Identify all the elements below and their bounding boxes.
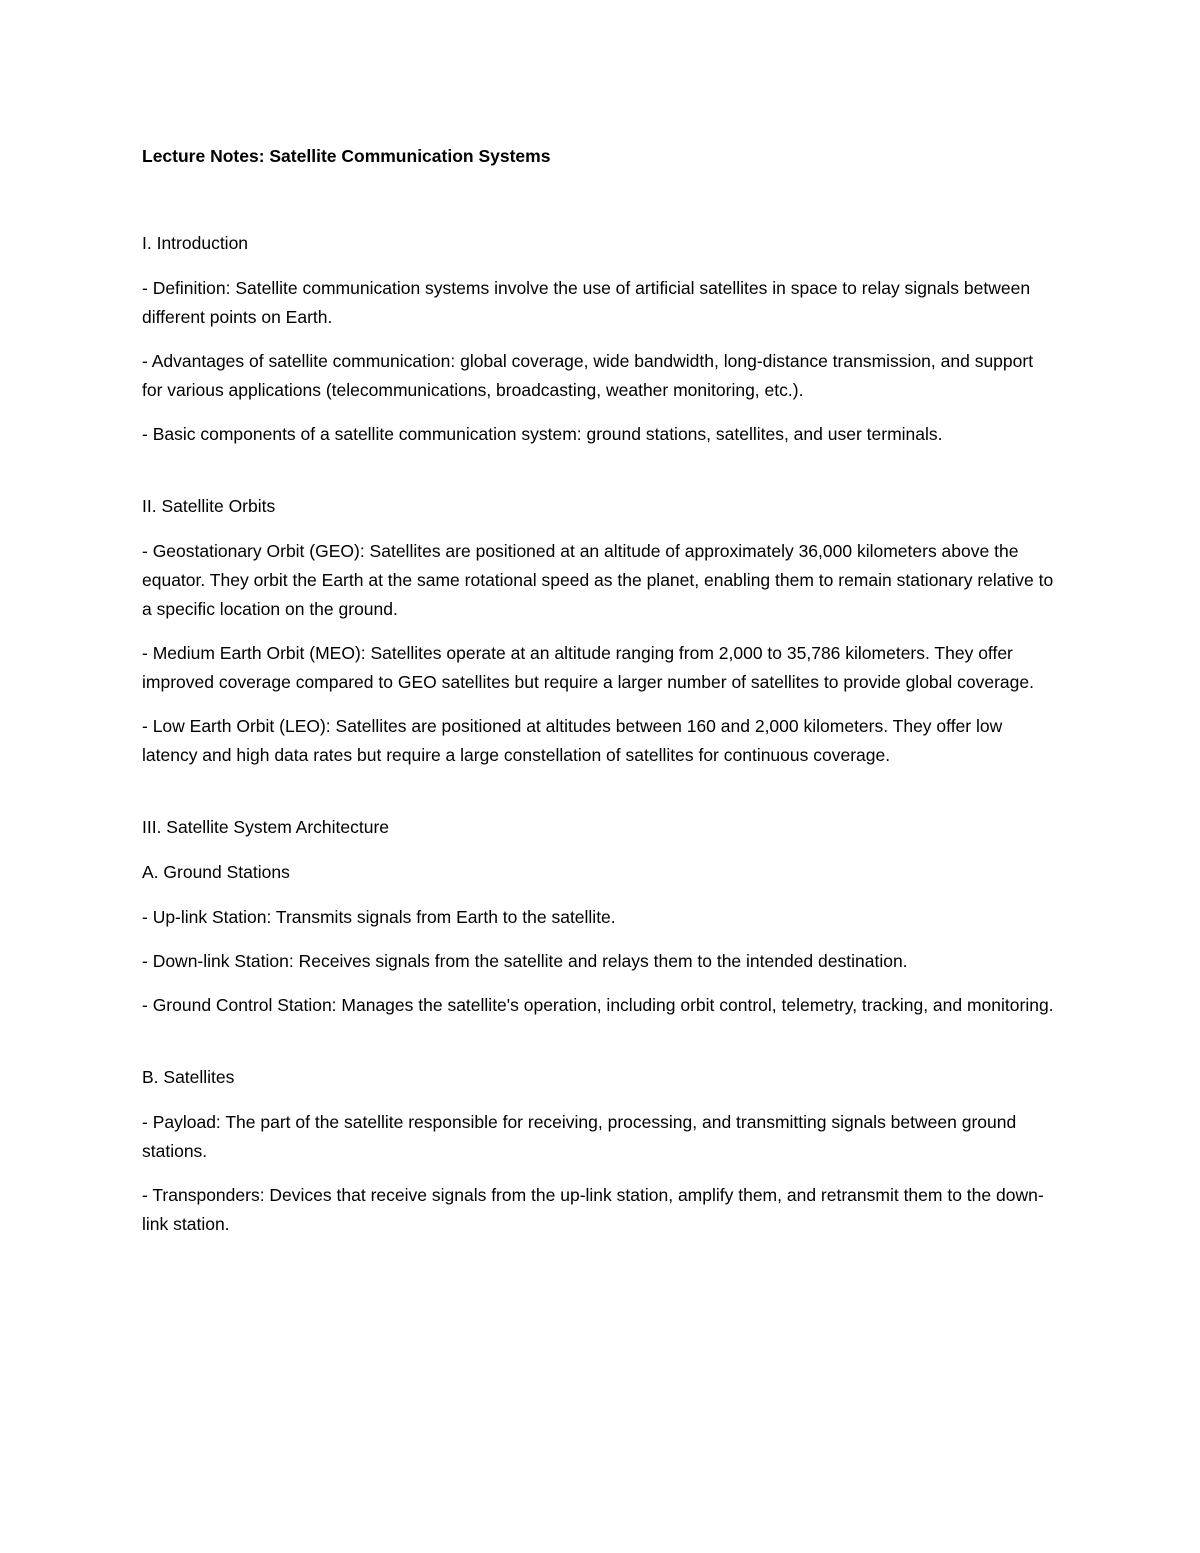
subsection-heading: A. Ground Stations xyxy=(142,862,290,882)
section-heading: I. Introduction xyxy=(142,233,249,253)
section-heading: II. Satellite Orbits xyxy=(142,496,276,516)
section-introduction xyxy=(142,229,1054,449)
subsection-heading: B. Satellites xyxy=(142,1067,235,1087)
list-item: - Down-link Station: Receives signals from the satellite and relays them to the intended destination. xyxy=(142,951,908,971)
document-title: Lecture Notes: Satellite Communication Systems xyxy=(142,146,551,166)
list-item: - Medium Earth Orbit (MEO): Satellites operate at an altitude ranging from 2,000 to 35,786 kilometers. They offer improved coverage compared to GEO satellites but require a larger number of satellites to provide global coverage. xyxy=(142,643,1034,692)
list-item: - Basic components of a satellite communication system: ground stations, satellites, and user terminals. xyxy=(142,424,943,444)
section-satellite-orbits xyxy=(142,492,1054,770)
list-item: - Geostationary Orbit (GEO): Satellites are positioned at an altitude of approximately 36,000 kilometers above the equator. They orbit the Earth at the same rotational speed as the planet, enabling them to remain stationary relative to a specific location on the ground. xyxy=(142,541,1054,619)
section-heading: III. Satellite System Architecture xyxy=(142,817,390,837)
section-satellites xyxy=(142,1063,1054,1239)
list-item: - Payload: The part of the satellite responsible for receiving, processing, and transmitting signals between ground stations. xyxy=(142,1112,1017,1161)
list-item: - Low Earth Orbit (LEO): Satellites are positioned at altitudes between 160 and 2,000 kilometers. They offer low latency and high data rates but require a large constellation of satellites for continuous coverage. xyxy=(142,716,1003,765)
list-item: - Advantages of satellite communication: global coverage, wide bandwidth, long-distance transmission, and support for various applications (telecommunications, broadcasting, weather monitoring, etc.). xyxy=(142,351,1034,400)
list-item: - Definition: Satellite communication systems involve the use of artificial satellites in space to relay signals between different points on Earth. xyxy=(142,278,1031,327)
section-system-architecture xyxy=(142,813,1054,1020)
document-body xyxy=(142,142,1054,1254)
list-item: - Transponders: Devices that receive signals from the up-link station, amplify them, and retransmit them to the down-link station. xyxy=(142,1185,1044,1234)
list-item: - Ground Control Station: Manages the satellite's operation, including orbit control, telemetry, tracking, and monitoring. xyxy=(142,995,1054,1015)
list-item: - Up-link Station: Transmits signals from Earth to the satellite. xyxy=(142,907,616,927)
